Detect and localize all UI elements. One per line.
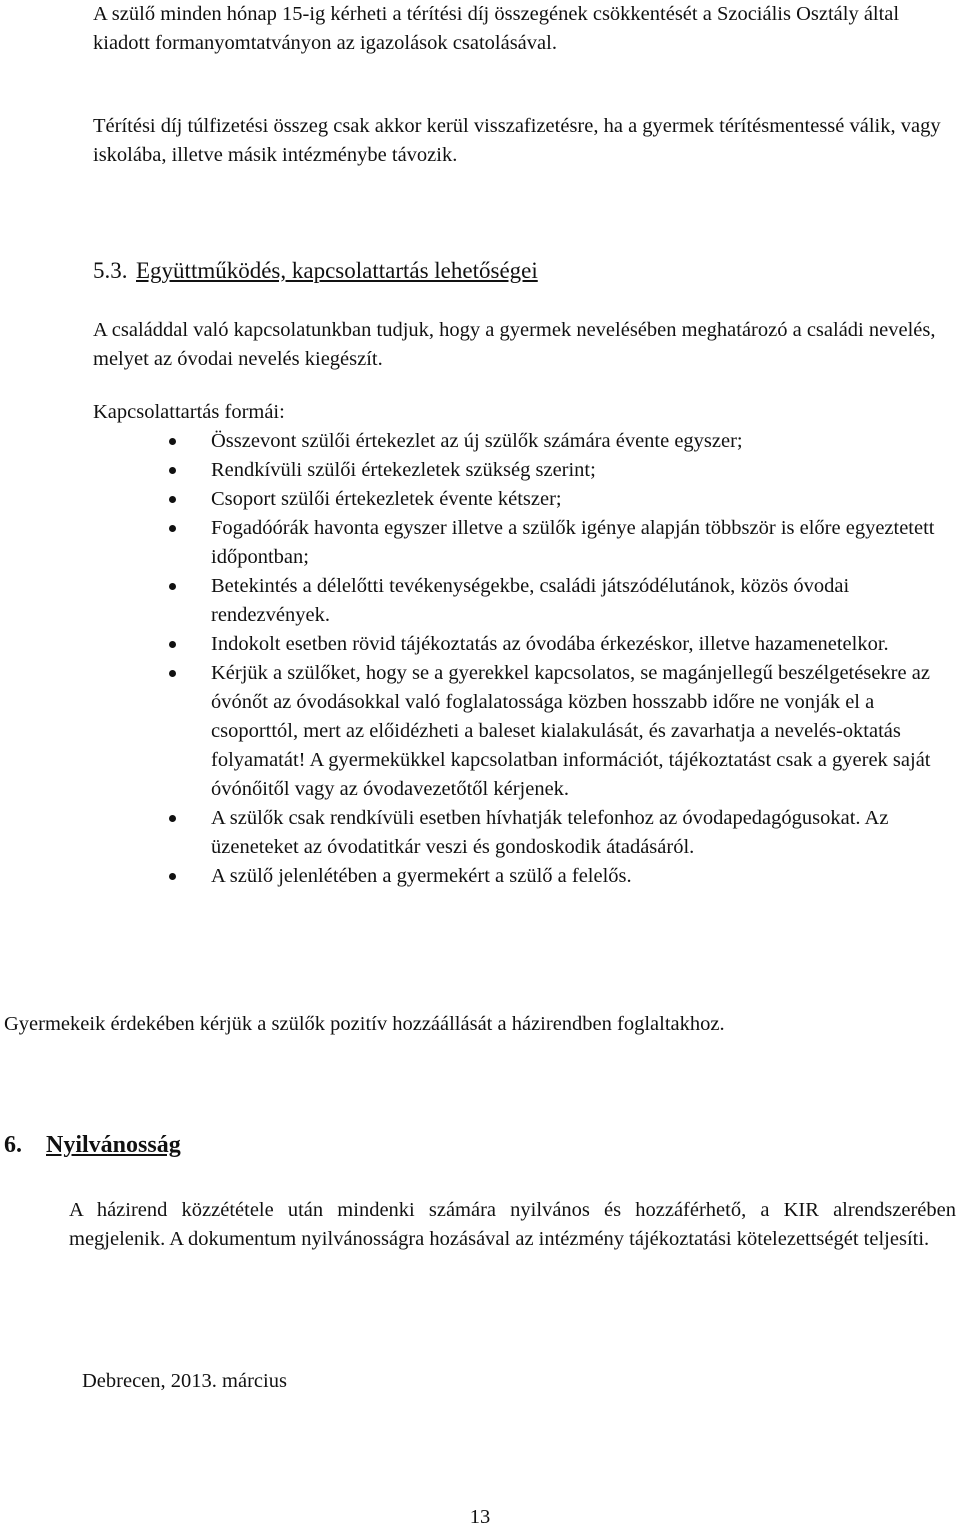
list-item <box>93 630 953 659</box>
list-item-text: Betekintés a délelőtti tevékenységekbe, családi játszódélutánok, közös óvodai rendezvények. <box>211 575 850 626</box>
list-item-text: Indokolt esetben rövid tájékoztatás az óvodába érkezéskor, illetve hazamenetelkor. <box>211 633 889 655</box>
bullet-icon <box>169 815 176 822</box>
bullet-icon <box>169 641 176 648</box>
bullet-icon <box>169 873 176 880</box>
list-item-text: Csoport szülői értekezletek évente kétszer; <box>211 488 562 510</box>
bullet-icon <box>169 583 176 590</box>
list-item <box>93 804 953 862</box>
list-item-text: Fogadóórák havonta egyszer illetve a szülők igénye alapján többször is előre egyeztetett időpontban; <box>211 517 935 568</box>
list-item <box>93 862 953 891</box>
place-date: Debrecen, 2013. március <box>82 1370 287 1392</box>
list-item <box>93 514 953 572</box>
bullet-icon <box>169 496 176 503</box>
section-number: 6. <box>4 1132 22 1158</box>
list-item-text: Rendkívüli szülői értekezletek szükség szerint; <box>211 459 596 481</box>
publicity-paragraph: A házirend közzététele után mindenki számára nyilvános és hozzáférhető, a KIR alrendszerében megjelenik. A dokumentum nyilvánosságra hozásával az intézmény tájékoztatási kötelezettségét teljesíti. <box>69 1199 956 1250</box>
list-item <box>93 427 953 456</box>
refund-paragraph: Térítési díj túlfizetési összeg csak akkor kerül visszafizetésre, ha a gyermek térítésmentessé válik, vagy iskolába, illetve másik intézménybe távozik. <box>93 115 941 166</box>
section-number: 5.3. <box>93 258 128 283</box>
page-number: 13 <box>469 1506 491 1528</box>
list-item-text: Kérjük a szülőket, hogy se a gyerekkel kapcsolatos, se magánjellegű beszélgetésekre az óvónőt az óvodásokkal való foglalatossága közben hosszabb időre ne vonják el a csoporttól, mert az előidézheti a baleset kialakulását, és zavarhatja a nevelés-oktatás folyamatát! A gyermekükkel kapcsolatban információt, tájékoztatást csak a gyerek saját óvónőitől vagy az óvodavezetőtől kérjenek. <box>211 662 931 800</box>
bullet-icon <box>169 525 176 532</box>
list-item-text: A szülők csak rendkívüli esetben hívhatják telefonhoz az óvodapedagógusokat. Az üzeneteket az óvodatitkár veszi és gondoskodik átadásáról. <box>211 807 889 858</box>
section-title: Együttműködés, kapcsolattartás lehetőségei <box>136 258 538 283</box>
section-heading-5-3 <box>93 256 943 285</box>
contact-forms-list <box>93 427 953 891</box>
section-heading-6 <box>4 1131 604 1160</box>
bullet-icon <box>169 670 176 677</box>
contact-forms-label: Kapcsolattartás formái: <box>93 401 285 423</box>
list-item-text: A szülő jelenlétében a gyermekért a szülő a felelős. <box>211 865 632 887</box>
list-item-text: Összevont szülői értekezlet az új szülők számára évente egyszer; <box>211 430 743 452</box>
intro-paragraph: A szülő minden hónap 15-ig kérheti a térítési díj összegének csökkentését a Szociális Osztály által kiadott formanyomtatványon az igazolások csatolásával. <box>93 3 900 54</box>
list-item <box>93 572 953 630</box>
bullet-icon <box>169 438 176 445</box>
section-title: Nyilvánosság <box>46 1132 181 1158</box>
list-item <box>93 456 953 485</box>
family-paragraph: A családdal való kapcsolatunkban tudjuk, hogy a gyermek nevelésében meghatározó a családi nevelés, melyet az óvodai nevelés kiegészít. <box>93 319 936 370</box>
closing-paragraph: Gyermekeik érdekében kérjük a szülők pozitív hozzáállását a házirendben foglaltakhoz. <box>4 1013 725 1035</box>
bullet-icon <box>169 467 176 474</box>
list-item <box>93 659 953 804</box>
list-item <box>93 485 953 514</box>
